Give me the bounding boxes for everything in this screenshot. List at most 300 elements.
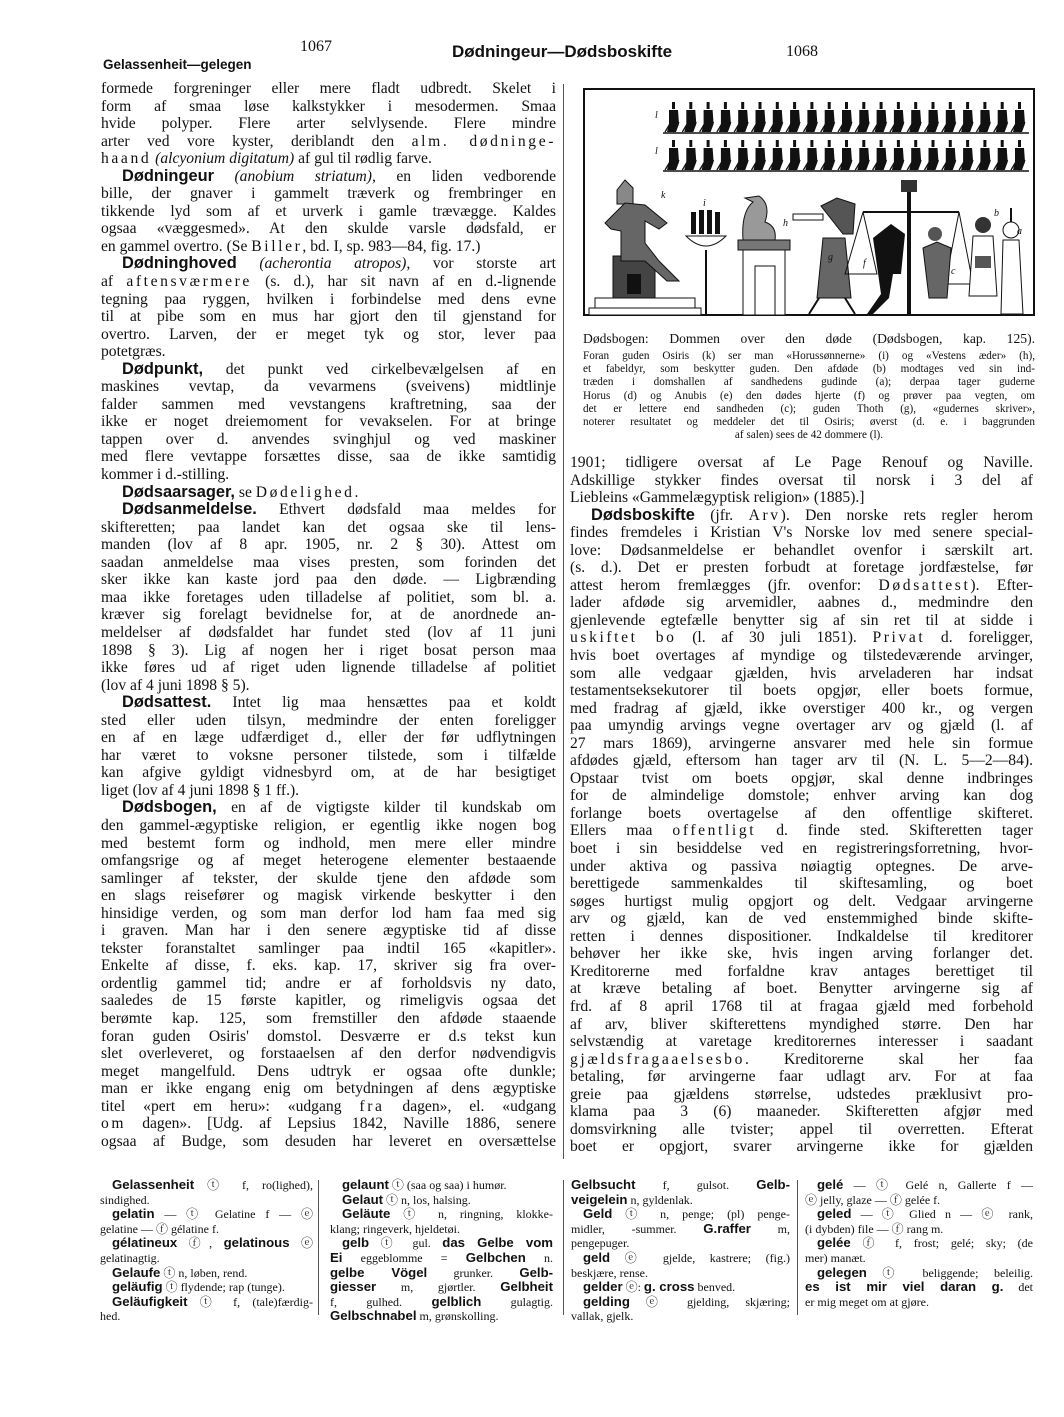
headword: gelé [817,1178,844,1192]
latin-name: (alcyonium digitatum) [155,150,295,168]
text-run: — ⓣ Glied n — ⓔ rank, [851,1207,1033,1222]
text-line [101,98,556,116]
text-run: , bd. I, sp. 983—84, fig. 17.) [302,237,481,255]
text-run: under aktiva og passiva nøiagtig optegnes. De arve- [570,857,1033,875]
figure-label: l [655,146,658,157]
book-of-the-dead-illustration [583,88,1035,316]
text-run: i graven. Man har i den senere ægyptiske tid af disse [101,922,556,940]
figure-label: g [828,252,833,263]
latin-name: (anobium striatum), [234,167,376,185]
text-line [583,350,1035,363]
text-run: gjenlevende egtefælle benytter sig af sin ret til at sidde i [570,611,1033,629]
text-line [101,220,556,238]
text-line [101,536,556,554]
text-line [330,1178,553,1193]
paragraph [100,1207,313,1236]
text-run: — ⓣ Gelé n, Gallerte f — [843,1178,1033,1192]
text-run: 1901; tidligere oversat af Le Page Renouf og Naville. [570,454,1033,471]
text-run: det punkt ved cirkelbevælgelsen af en [203,360,556,378]
headword: es ist mir viel daran g. [805,1280,1004,1295]
text-line [570,822,1033,840]
figure-caption [583,331,1035,442]
headword: das Gelbe vom [442,1236,553,1251]
text-run: midler, -summer. [571,1221,704,1236]
text-run: skifteretten; paa landet kan det ogsaa ske til lens- [101,518,556,536]
headword: geled [817,1207,852,1222]
text-line [101,712,556,730]
text-line [571,1251,790,1266]
text-run: falder sammen med vevstangens kraftretning, saa der [101,395,556,413]
text-run: gulagtig. [481,1294,553,1309]
text-line [101,361,556,379]
text-run: grunker. [427,1265,520,1280]
text-line [101,326,556,344]
text-line [570,507,1033,525]
right-text-column [570,454,1033,1156]
text-run: berømte kap. 125, som fremstiller den afdøde staaende [101,1009,556,1027]
text-run: (s. d.), har sit navn af en d.-lignende [251,273,556,291]
text-line [570,1121,1033,1139]
text-line [805,1295,1033,1310]
figure-label: c [951,266,956,277]
headword: G.raffer [703,1221,751,1236]
text-run: gelatine — ⓕ gélatine f. [100,1221,219,1236]
text-run: som alle vedgaar gjælden, hvis arveladeren har indsat [570,664,1033,682]
text-run: ogsaa af Budge, som desuden har leveret en oversættelse [101,1132,556,1150]
text-run: ogsaa «væggesmed». At den skulde varsle dødsfald, er [101,220,556,238]
text-line [101,992,556,1010]
text-run: potetgræs. [101,343,166,361]
text-run: maa ikke foretages uden tilladelse af politiet, som bl. a. [101,588,556,606]
paragraph [330,1193,553,1208]
text-run: klama paa 3 (6) maaneder. Skifteretten afgjør med [570,1103,1033,1121]
text-line [101,291,556,309]
text-line [570,840,1033,858]
figure-label: k [661,190,666,201]
text-run: ikke føres ud af riget uden lignende tilladelse af politiet [101,659,556,677]
text-run: har været to voksne personer tilstede, som i tilfælde [101,746,556,764]
text-run: at kræve betaling af boet. Benytter arvingerne sig af [570,980,1033,998]
text-run: træden i domshallen af sandhedens gudinde (a); derpaa tager guderne [583,376,1035,389]
text-line [570,1016,1033,1034]
text-line [100,1295,313,1310]
text-line [100,1309,313,1324]
text-line [101,747,556,765]
text-run: vor storste art [410,255,556,273]
text-line [101,448,556,466]
text-line [583,363,1035,376]
headword: Dødninghoved [122,255,237,273]
headword: Dødsattest. [122,694,212,712]
text-line [583,403,1035,416]
text-line [101,343,556,361]
text-line [100,1280,313,1295]
paragraph [101,799,556,1150]
text-run: Ellers maa [570,822,673,840]
text-line [805,1222,1033,1237]
text-line [101,940,556,958]
text-line [101,782,556,800]
text-run: — ⓣ Gelatine f — ⓔ [154,1207,313,1222]
spaced-emphasis: om [101,1115,127,1133]
text-run: med fradrag af gjæld, ikke overstiger 400 kr., og vergen [570,699,1033,717]
text-line [101,589,556,607]
headword: gelatin [112,1207,155,1222]
dictionary-column-4 [805,1178,1033,1309]
paragraph [101,168,556,256]
column-divider [563,84,564,1159]
text-line [101,1098,556,1116]
headword: Dødsbogen, [122,799,217,817]
text-run: mer) manæt. [805,1250,866,1265]
text-run: søges hurtigst mulig opgjort og delt. Vedgaar arvingerne [570,892,1033,910]
text-line [101,659,556,677]
text-run [237,255,260,272]
text-line [101,1010,556,1028]
text-run: foran guden Osiris' domstol. Desværre er d.s tekst kun [101,1027,556,1045]
text-line [570,787,1033,805]
text-line [805,1193,1033,1208]
headword: gelder [583,1280,623,1295]
text-line [330,1222,553,1237]
text-run: meget mangelfuld. Dens udtryk er ogsaa ofte dunkle; [101,1062,556,1080]
text-line [805,1280,1033,1295]
text-run: tikkende lyd som af et urverk i gamle trævægge. Kaldes [101,202,556,220]
text-run: tappen over d. anvendes svinghjul og ved maskiner [101,430,556,448]
text-run: Liebleins «Gammelægyptisk religion» (1885).] [570,489,865,507]
text-run: betaling, før arvingerne faar udlagt arv. For at faa [570,1068,1033,1086]
text-line [101,185,556,203]
text-run: ). Efter- [970,576,1033,594]
text-line [100,1266,313,1281]
text-line [101,975,556,993]
headword: geld [583,1250,611,1265]
text-line [330,1266,553,1281]
text-line [101,150,556,168]
text-line [101,624,556,642]
latin-name: (acherontia atropos), [259,255,411,273]
text-run: ⓔ gjelde, kastrere; (fig.) [610,1250,790,1265]
text-line [570,1103,1033,1121]
text-line [101,642,556,660]
paragraph [101,694,556,799]
text-run: hvis boet overtages af myndige og tilstedeværende arvinger, [570,647,1033,665]
text-line [570,928,1033,946]
paragraph [571,1295,790,1324]
headword: Gelaut [342,1192,384,1207]
text-line [101,606,556,624]
text-line [570,910,1033,928]
text-run: eggeblomme = [342,1250,466,1265]
paragraph [571,1178,790,1207]
paragraph [330,1207,553,1236]
headword: geläufig [112,1280,163,1295]
paragraph [570,507,1033,1156]
text-run: en liden vedborende [375,167,556,185]
paragraph [805,1178,1033,1207]
text-line [101,378,556,396]
text-run: (l. af 30 juli 1851). [676,629,873,647]
text-line [571,1207,790,1222]
text-line [101,1133,556,1151]
text-line [101,694,556,712]
text-run: f, gulhed. [330,1294,432,1309]
headword: Dødsanmeldelse. [122,501,257,519]
text-run: (i dybden) file — ⓕ rang m. [805,1221,944,1236]
left-text-column [101,80,556,1150]
text-line [330,1207,553,1222]
text-run: testamentseksekutorer til boets opgjør, eller boets formue, [570,682,1033,700]
text-line [101,1063,556,1081]
text-line [570,980,1033,998]
headword: gelbe Vögel [330,1265,428,1280]
text-run: af arv, bliver skifterettens myndighed større. Den har [570,1015,1033,1033]
text-run: afdødes gjæld, eftersom han tager arv til (N. L. 5—2—84). [570,752,1033,770]
text-line [101,413,556,431]
text-run: sker ikke kan kaste jord paa den døde. — Ligbrænding [101,571,556,589]
text-run: noterer resultatet og meddeler det til Osiris; øverst (d. e. i baggrunden [583,415,1035,428]
headword: Dødningeur [122,167,214,185]
paragraph [570,454,1033,507]
text-run: tegning paa ryggen, hvilken i forbindelse med dens evne [101,290,556,308]
text-run: ⓣ f, ro(lighed), [194,1178,313,1192]
text-line [101,764,556,782]
text-line [100,1251,313,1266]
text-line [101,396,556,414]
dictionary-column-3 [571,1178,790,1324]
text-line [101,835,556,853]
text-run: ordentlig gammel tid; andre er af forholdsvis ny dato, [101,974,556,992]
text-run: 1898 § 3). Lig af nogen her i riget bosat person maa [101,641,556,659]
text-run: berettigede sammenkaldes til skiftesamling, og boet [570,875,1033,893]
text-line [101,870,556,888]
text-line [805,1207,1033,1222]
text-run: m, [750,1221,790,1236]
text-line [101,1080,556,1098]
paragraph [571,1207,790,1251]
text-run: ⓔ jelly, glaze — ⓕ gelée f. [805,1192,941,1207]
text-line [101,168,556,186]
text-line [101,238,556,256]
spaced-emphasis: alm. dødninge- [411,132,556,150]
text-line [100,1207,313,1222]
text-run: Ethvert dødsfald maa meldes for [256,501,556,519]
text-run: maskines vevtap, da vevarmens (sveivens) midtlinje [101,378,556,396]
text-run: liget (lov af 4 juni 1898 § 1 ff.). [101,781,300,799]
text-run: en slags reisefører og magisk virkende beskytter i den [101,887,556,905]
text-run: ikke er noget dreiemoment for vevakselen. For at bringe [101,413,556,431]
text-line [330,1193,553,1208]
text-line [100,1178,313,1193]
headword: Gelbschnabel [330,1309,417,1324]
headword: Geläute [342,1207,391,1222]
text-line [101,115,556,133]
text-line [101,431,556,449]
text-line [583,416,1035,429]
text-line [805,1266,1033,1281]
text-line [570,893,1033,911]
text-run: titel «pert em heru»: «udgang [101,1097,360,1115]
headword: Geld [583,1207,613,1222]
headword: Ei [330,1250,343,1265]
dictionary-divider [563,1180,564,1315]
figure-label: b [994,208,999,219]
text-run: ⓣ n, los, halsing. [383,1192,471,1207]
text-run: pengepuger. [571,1236,630,1251]
text-line [583,429,1035,442]
headword: Gelaufe [112,1265,161,1280]
text-line [805,1251,1033,1266]
text-line [570,805,1033,823]
text-line [100,1222,313,1237]
paragraph [101,80,556,168]
text-run: af [101,273,127,291]
text-line [570,945,1033,963]
text-run: selvstændig at varetage kreditorernes interesser i saadant [570,1033,1033,1051]
headword: gelb [342,1236,370,1251]
text-line [570,682,1033,700]
text-line [571,1222,790,1237]
caption-text [583,350,1035,442]
spaced-emphasis: Privat [872,629,926,647]
text-line [570,542,1033,560]
text-line [101,571,556,589]
text-run: det er lettere end sandheden (c); guden Thoth (g), «gudernes skriver», [583,402,1035,415]
paragraph [571,1280,790,1295]
headword: gelaunt [342,1178,389,1192]
text-line [570,998,1033,1016]
text-run: ⓣ n, ringning, klokke- [390,1207,553,1222]
text-run [214,168,235,185]
text-run: (s. d.). Det er presten forbudt at foretage jordfæstelse, før [570,559,1033,577]
text-run: gelatinagtig. [100,1250,160,1265]
dictionary-column-2 [330,1178,553,1324]
text-run: det [1003,1280,1033,1295]
text-line [570,1068,1033,1086]
paragraph [571,1251,790,1280]
text-run: benved. [694,1280,736,1295]
text-line [570,647,1033,665]
text-line [101,273,556,291]
spaced-emphasis: Dødelighed. [255,483,362,501]
text-line [101,308,556,326]
text-run: domsvirkning alle tvister; appel til overretten. Efterat [570,1120,1033,1138]
dictionary-divider [318,1180,319,1315]
text-run: paa umyndig arvings vegne overtager arv og gjæld (l. af [570,717,1033,735]
text-line [570,700,1033,718]
text-line [330,1236,553,1251]
text-line [101,1115,556,1133]
text-run: forlange boets overtagelse af den offentlige skifteret. [570,804,1033,822]
text-line [583,376,1035,389]
text-line [101,852,556,870]
text-run: sindighed. [100,1192,150,1207]
text-line [570,629,1033,647]
text-run: f, gulsot. [635,1178,757,1192]
paragraph [330,1178,553,1193]
text-run: love: Dødsanmeldelse er behandlet ovenfor i særskilt art. [570,541,1033,559]
figure-label: f [863,258,866,269]
text-run: saaledes de 15 første kapitler, og rimeligvis ogsaa det [101,992,556,1010]
paragraph [805,1207,1033,1236]
text-line [571,1266,790,1281]
text-run: Intet lig maa hensættes paa et koldt [211,694,556,712]
text-run: omfangsrige og af meget heterogene elementer bestaaende [101,852,556,870]
text-line [101,133,556,151]
text-run: hed. [100,1309,121,1324]
text-line [805,1236,1033,1251]
text-run: (jfr. [694,506,749,524]
text-run: ⓕ f, frost; gelé; sky; (de [850,1236,1033,1251]
text-run: formede forgreninger eller mere fladt udbredt. Skelet i [101,80,556,97]
headword: Dødpunkt, [122,360,204,378]
text-run: bille, der gnaver i gammelt træverk og frembringer en [101,185,556,203]
text-line [570,858,1033,876]
text-run: ). Den norske rets regler herom [780,506,1033,524]
text-run: af salen) sees de 42 dommere (l). [734,429,884,442]
spaced-emphasis: offentligt [672,822,757,840]
paragraph [805,1236,1033,1265]
text-run: se [234,483,256,501]
text-run: for de almindelige domstole; enhver arving kan dog [570,787,1033,805]
text-run: Kreditorerne med forfaldne krav antages berettiget til [570,962,1033,980]
figure-label: h [783,218,788,229]
text-run: med bestemt form og indhold, men mere eller mindre [101,834,556,852]
text-line [101,887,556,905]
text-run: den gammel-ægyptiske religion, er egentlig ikke nogen bog [101,816,556,834]
paragraph [583,350,1035,442]
text-line [101,519,556,537]
text-run: dagen», el. «udgang [384,1097,556,1115]
text-line [570,1086,1033,1104]
headword: Dødsaarsager, [122,483,235,501]
text-line [101,501,556,519]
text-run: kan afgive gyldigt vidnesbyrd om, at de har besigtiget [101,764,556,782]
headword: Dødsboskifte [591,506,695,524]
headword: gelatinous [223,1236,290,1251]
text-run: kræver sig forelagt bevidnelse for, at de anordnede an- [101,606,556,624]
text-line [570,594,1033,612]
headword: g. cross [643,1280,695,1295]
text-run: m, grønskolling. [416,1309,499,1324]
text-line [101,484,556,502]
text-run: form af smaa løse kalkstykker i mesodermen. Smaa [101,97,556,115]
text-run: meldelser af dødsfaldet har fundet sted (lov af 11 juni [101,623,556,641]
text-line [570,559,1033,577]
text-line [100,1236,313,1251]
text-line [570,1033,1033,1051]
text-line [100,1193,313,1208]
headword: Gelbchen [465,1250,526,1265]
text-line [101,466,556,484]
text-line [101,554,556,572]
text-run: man er ikke engang enig om betydningen af dens ægyptiske [101,1080,556,1098]
text-line [101,922,556,940]
figure-label: i [703,198,706,209]
text-run: ⓕ, [177,1236,224,1251]
text-run: boet er opgjort, svarer arvingerne ikke for gjælden [570,1138,1033,1156]
text-run: manden (lov af 8 apr. 1905, nr. 2 § 30). Attest om [101,536,556,554]
text-run: retten i dennes dispositioner. Indkaldelse til kreditorer [570,927,1033,945]
headword: gélatineux [112,1236,178,1251]
text-line [101,677,556,695]
paragraph [100,1236,313,1265]
text-run: boet i sin besiddelse ved en registreringsforretning, hvor- [570,840,1033,858]
paragraph [100,1266,313,1281]
text-run: arter ved vore kyster, deriblandt den [101,132,412,150]
text-run: d. foreligger, [925,629,1033,647]
spaced-emphasis: Dødsattest [878,576,971,594]
